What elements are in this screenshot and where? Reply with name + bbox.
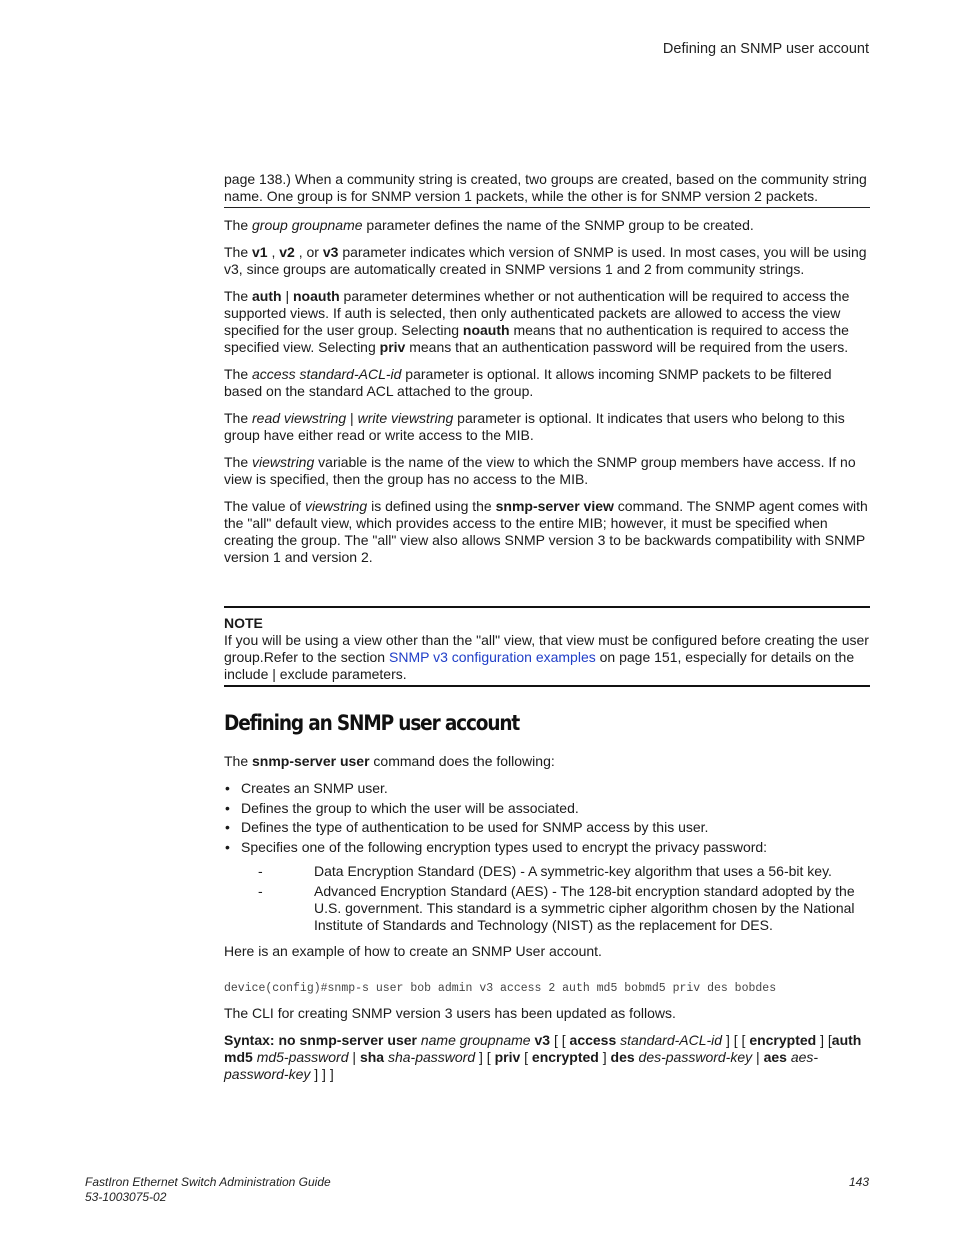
list-item: • Specifies one of the following encryption types used to encrypt the privacy password: - Data Encryption Standard (DES) - A symmetric-key algorithm that uses a 56-bit key. - Advanced Encryption Standard (AES) - The 128-bit encryption standard adopted by the U.S. government. This standard is a symmetric cipher algorithm chosen by the National Institute of Standards and Technology (NIST) as the replacement for DES.: [224, 839, 870, 934]
cli-update-note: The CLI for creating SNMP version 3 users has been updated as follows.: [224, 1004, 676, 1021]
footer-guide-title: FastIron Ethernet Switch Administration Guide: [85, 1175, 331, 1189]
footer-doc-number: 53-1003075-02: [85, 1190, 167, 1204]
example-intro: Here is an example of how to create an SNMP User account.: [224, 942, 602, 959]
section-heading: Defining an SNMP user account: [224, 711, 520, 735]
paragraph-version-param: The v1 , v2 , or v3 parameter indicates which version of SNMP is used. In most cases, you will be using v3, since groups are automatically created in SNMP versions 1 and 2 from community strings.: [224, 244, 867, 277]
running-header: Defining an SNMP user account: [662, 41, 869, 57]
list-item: • Defines the group to which the user will be associated.: [225, 799, 579, 816]
note-title: NOTE: [224, 615, 263, 631]
note-text: If you will be using a view other than the "all" view, that view must be configured before creating the user group.Refer to the section SNMP v3 configuration examples on page 151, especially for details on the include | exclude parameters.: [224, 632, 869, 682]
paragraph-read-write-param: The read viewstring | write viewstring parameter is optional. It indicates that users who belong to this group have either read or write access to the MIB.: [224, 410, 845, 443]
page-number: 143: [848, 1175, 869, 1189]
paragraph-access-param: The access standard-ACL-id parameter is optional. It allows incoming SNMP packets to be filtered based on the standard ACL attached to the group.: [224, 366, 832, 399]
section-intro: The snmp-server user command does the following:: [224, 753, 555, 769]
sub-list-item: - Data Encryption Standard (DES) - A symmetric-key algorithm that uses a 56-bit key.: [258, 862, 832, 879]
paragraph-viewstring-variable: The viewstring variable is the name of the view to which the SNMP group members have access. If no view is specified, then the group has no access to the MIB.: [224, 454, 856, 487]
bullet-list: [224, 780, 870, 934]
page-footer: [85, 1175, 869, 1205]
continued-paragraph: page 138.) When a community string is created, two groups are created, based on the community string name. One group is for SNMP version 1 packets, while the other is for SNMP version 2 packets.: [224, 171, 870, 208]
list-item: • Defines the type of authentication to be used for SNMP access by this user.: [225, 819, 709, 835]
note-box: [224, 606, 870, 687]
paragraph-viewstring-definition: The value of viewstring is defined using the snmp-server view command. The SNMP agent comes with the "all" default view, which provides access to the entire MIB; however, it must be specified when creating the group. The "all" view also allows SNMP version 3 to be backwards compatibility with SNMP version 1 and version 2.: [224, 498, 868, 565]
code-example: device(config)#snmp-s user bob admin v3 access 2 auth md5 bobmd5 priv des bobdes: [224, 981, 777, 995]
page-body: [224, 171, 870, 1093]
snmp-v3-examples-link[interactable]: SNMP v3 configuration examples: [389, 649, 596, 665]
list-item: • Creates an SNMP user.: [225, 780, 388, 796]
sub-list: [241, 863, 870, 934]
sub-list-item: - Advanced Encryption Standard (AES) - The 128-bit encryption standard adopted by the U.S. government. This standard is a symmetric cipher algorithm chosen by the National Institute of Standards and Technology (NIST) as the replacement for DES.: [258, 882, 855, 933]
paragraph-auth-param: The auth | noauth parameter determines whether or not authentication will be required to access the supported views. If auth is selected, then only authenticated packets are allowed to access the view specified for the user group. Selecting noauth means that no authentication is required to access the specified view. Selecting priv means that an authentication password will be required from the users.: [224, 288, 850, 355]
paragraph-group-param: The group groupname parameter defines the name of the SNMP group to be created.: [224, 217, 754, 233]
syntax-line: Syntax: no snmp-server user name groupname v3 [ [ access standard-ACL-id ] [ [ encrypted ] [auth md5 md5-password | sha sha-password ] [ priv [ encrypted ] des des-password-key | aes aes-password-key ] ] ]: [224, 1031, 862, 1082]
